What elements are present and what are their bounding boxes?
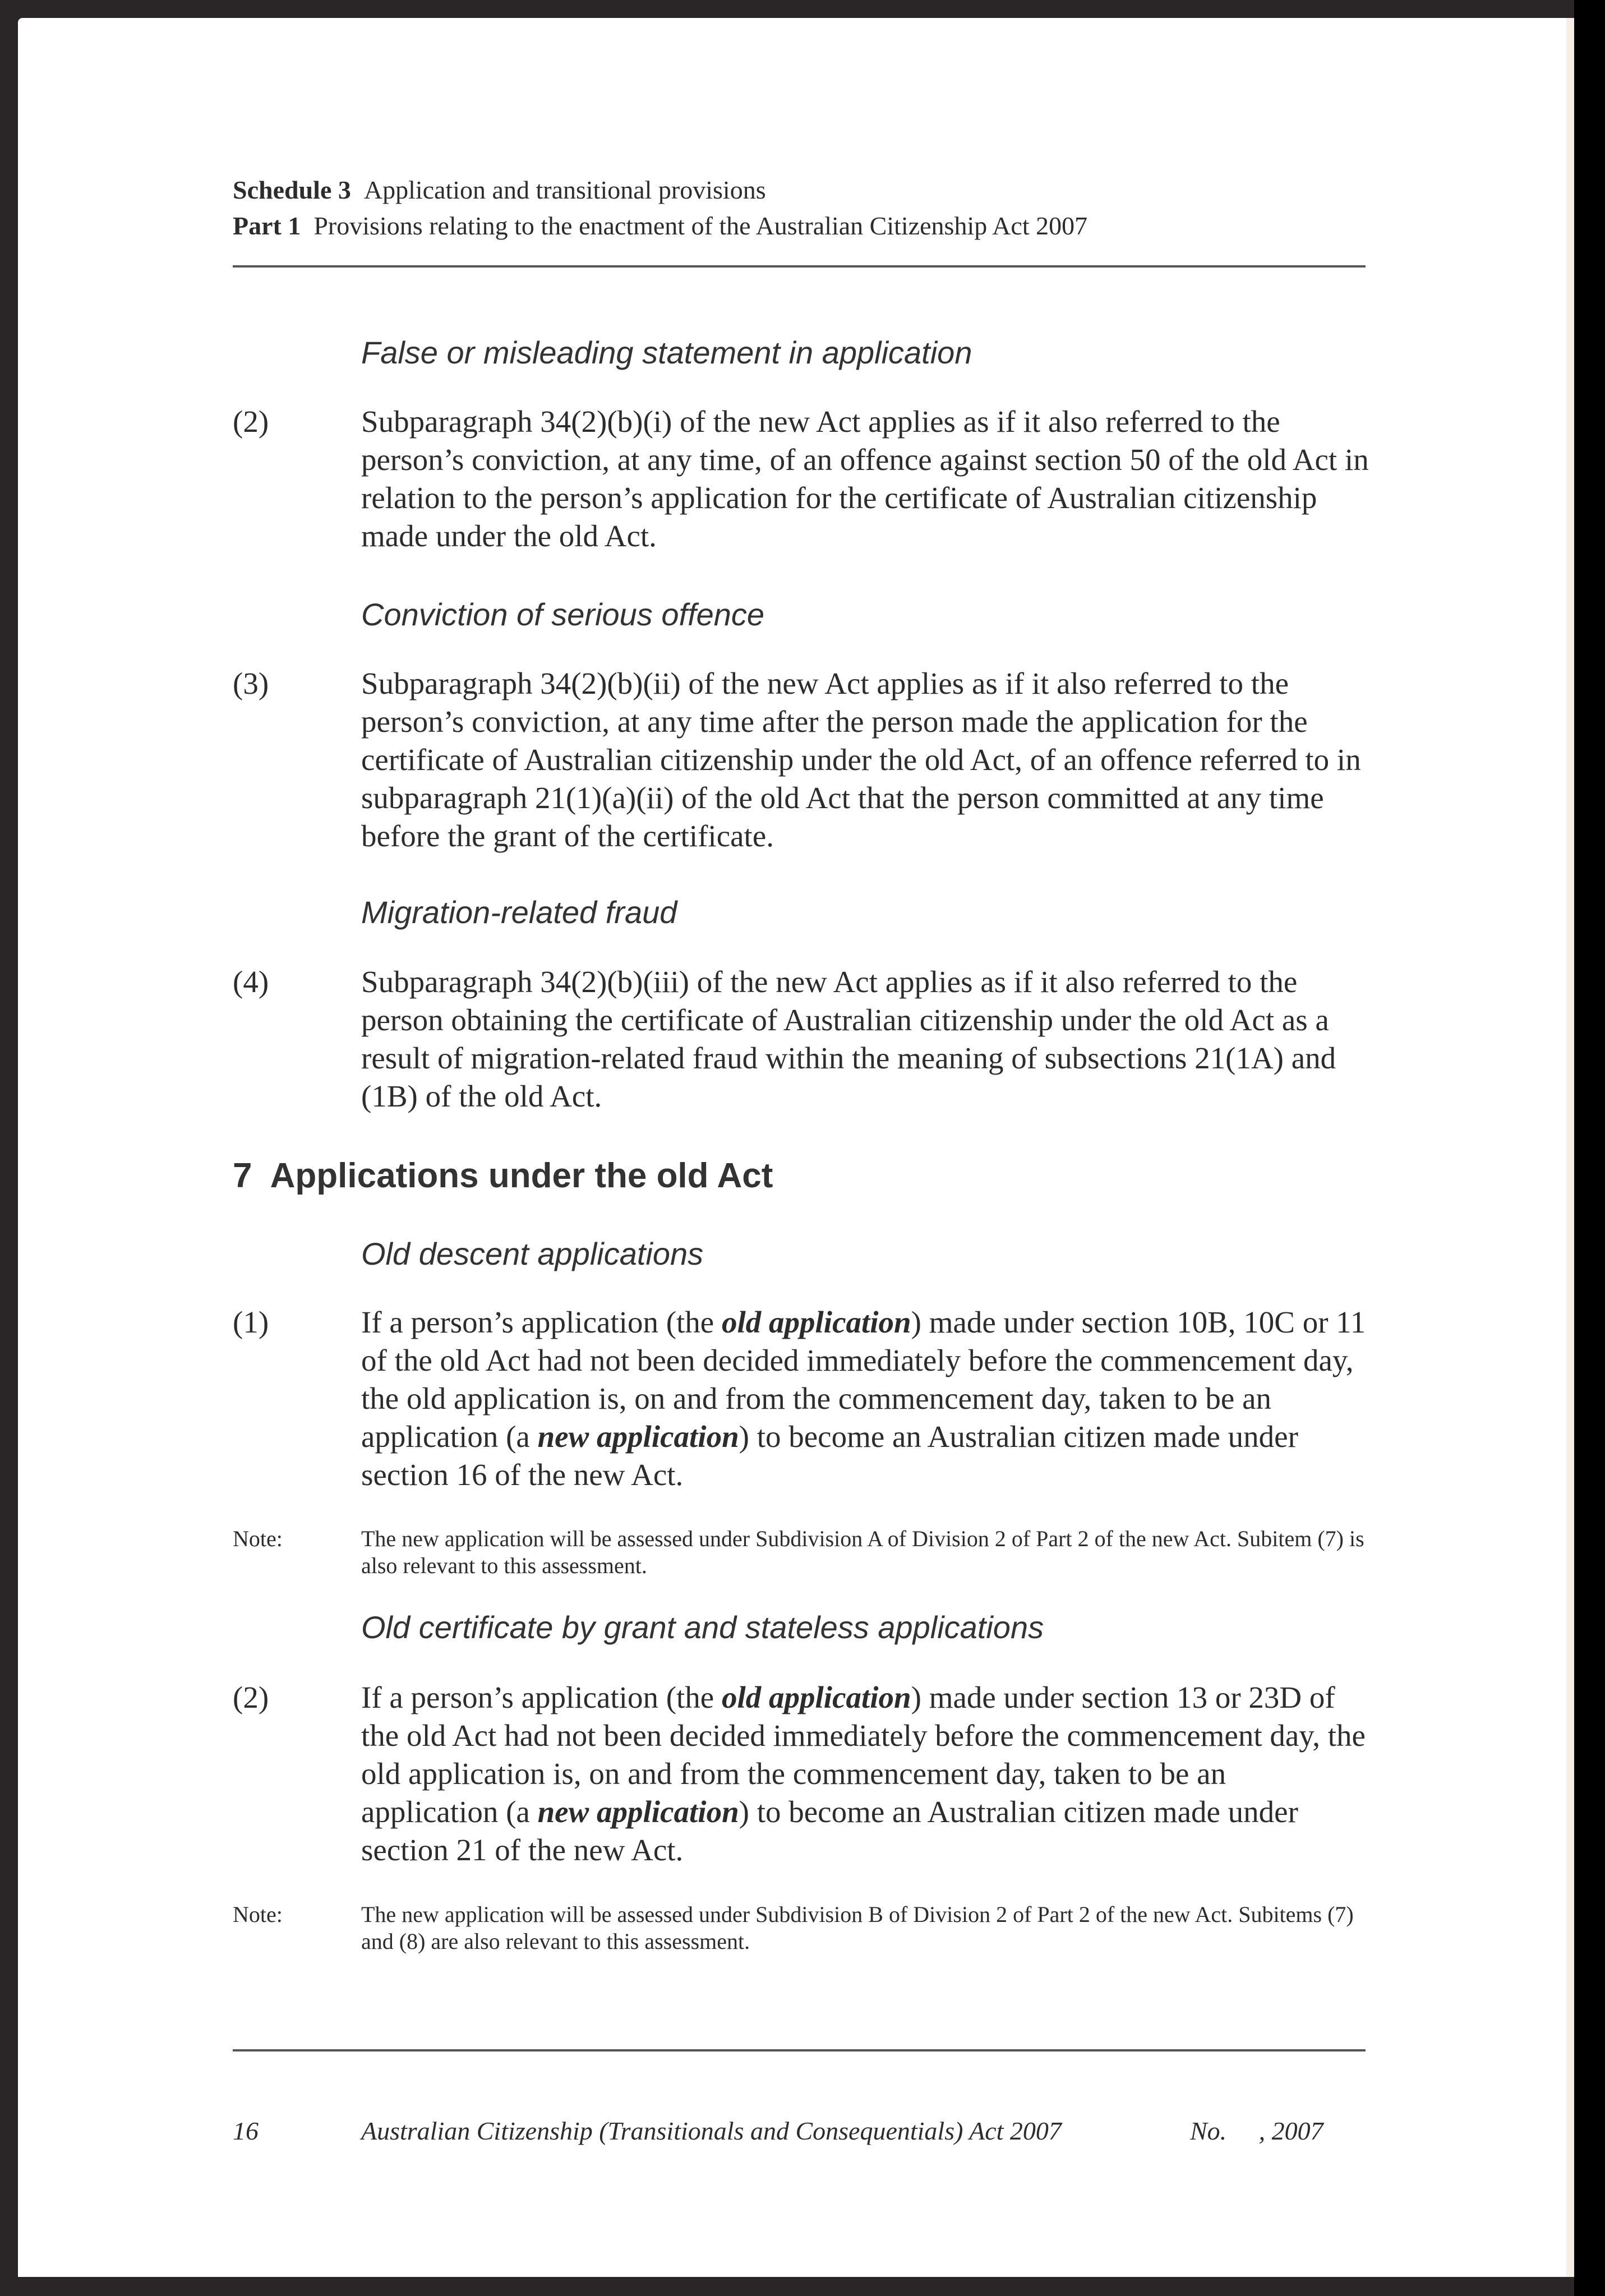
defined-term-old-application: old application	[721, 1680, 911, 1714]
defined-term-old-application: old application	[721, 1305, 911, 1339]
subsection-text: Subparagraph 34(2)(b)(iii) of the new Act applies as if it also referred to the person obtaining the certificate of Australian citizenship under the old Act as a result of migration-related fraud within the meaning of subsections 21(1A) and (1B) of the old Act.	[361, 965, 1336, 1113]
part-title: Provisions relating to the enactment of the Australian Citizenship Act 2007	[313, 211, 1088, 240]
subheading-old-descent: Old descent applications	[361, 1236, 704, 1271]
document-page	[18, 18, 1574, 2277]
page-edge	[1566, 18, 1574, 2277]
subsection-text: Subparagraph 34(2)(b)(i) of the new Act applies as if it also referred to the person’s conviction, at any time, of an offence against section 50 of the old Act in relation to the person’s application for the certificate of Australian citizenship made under the old Act.	[361, 404, 1369, 553]
subheading-false-statement: False or misleading statement in application	[361, 335, 972, 370]
subsection-number: (2)	[233, 404, 269, 439]
defined-term-new-application: new application	[537, 1795, 739, 1829]
running-header	[233, 172, 1087, 244]
note-text: The new application will be assessed under Subdivision B of Division 2 of Part 2 of the new Act. Subitems (7) and (8) are also relevant to this assessment.	[361, 1902, 1354, 1954]
part-label: Part 1	[233, 211, 301, 240]
subsection-number: (3)	[233, 666, 269, 700]
note-text: The new application will be assessed under Subdivision A of Division 2 of Part 2 of the new Act. Subitem (7) is also relevant to this assessment.	[361, 1526, 1364, 1578]
scan-border	[1574, 0, 1605, 2296]
footer-act-title: Australian Citizenship (Transitionals and Consequentials) Act 2007	[361, 2117, 1062, 2145]
schedule-line	[233, 172, 1087, 208]
page-number: 16	[233, 2117, 259, 2145]
subheading-migration-fraud: Migration-related fraud	[361, 895, 677, 930]
header-rule	[233, 265, 1366, 268]
subitem-number: (2)	[233, 1680, 269, 1714]
subsection-text: Subparagraph 34(2)(b)(ii) of the new Act applies as if it also referred to the person’s conviction, at any time after the person made the application for the certificate of Australian citizenship under the old Act, of an offence referred to in subparagraph 21(1)(a)(ii) of the old Act that the person committed at any time before the grant of the certificate.	[361, 666, 1361, 853]
part-line	[233, 208, 1087, 244]
footer-act-number: No. , 2007	[1190, 2117, 1323, 2145]
note-label: Note:	[233, 1902, 283, 1927]
subitem-text: If a person’s application (the old application) made under section 13 or 23D of the old Act had not been decided immediately before the commencement day, the old application is, on and from the commencement day, taken to be an application (a new application) to become an Australian citizen made under section 21 of the new Act.	[361, 1680, 1366, 1867]
defined-term-new-application: new application	[537, 1419, 739, 1454]
subitem-text: If a person’s application (the old application) made under section 10B, 10C or 11 of the old Act had not been decided immediately before the commencement day, the old application is, on and from the commencement day, taken to be an application (a new application) to become an Australian citizen made under section 16 of the new Act.	[361, 1305, 1366, 1492]
item-7-heading: 7 Applications under the old Act	[233, 1156, 773, 1195]
subheading-serious-offence: Conviction of serious offence	[361, 597, 765, 632]
schedule-title: Application and transitional provisions	[363, 176, 766, 204]
note-label: Note:	[233, 1526, 283, 1551]
footer-rule	[233, 2049, 1366, 2051]
subheading-grant-stateless: Old certificate by grant and stateless applications	[361, 1610, 1044, 1645]
subitem-number: (1)	[233, 1305, 269, 1339]
subsection-number: (4)	[233, 965, 269, 999]
schedule-label: Schedule 3	[233, 176, 351, 204]
